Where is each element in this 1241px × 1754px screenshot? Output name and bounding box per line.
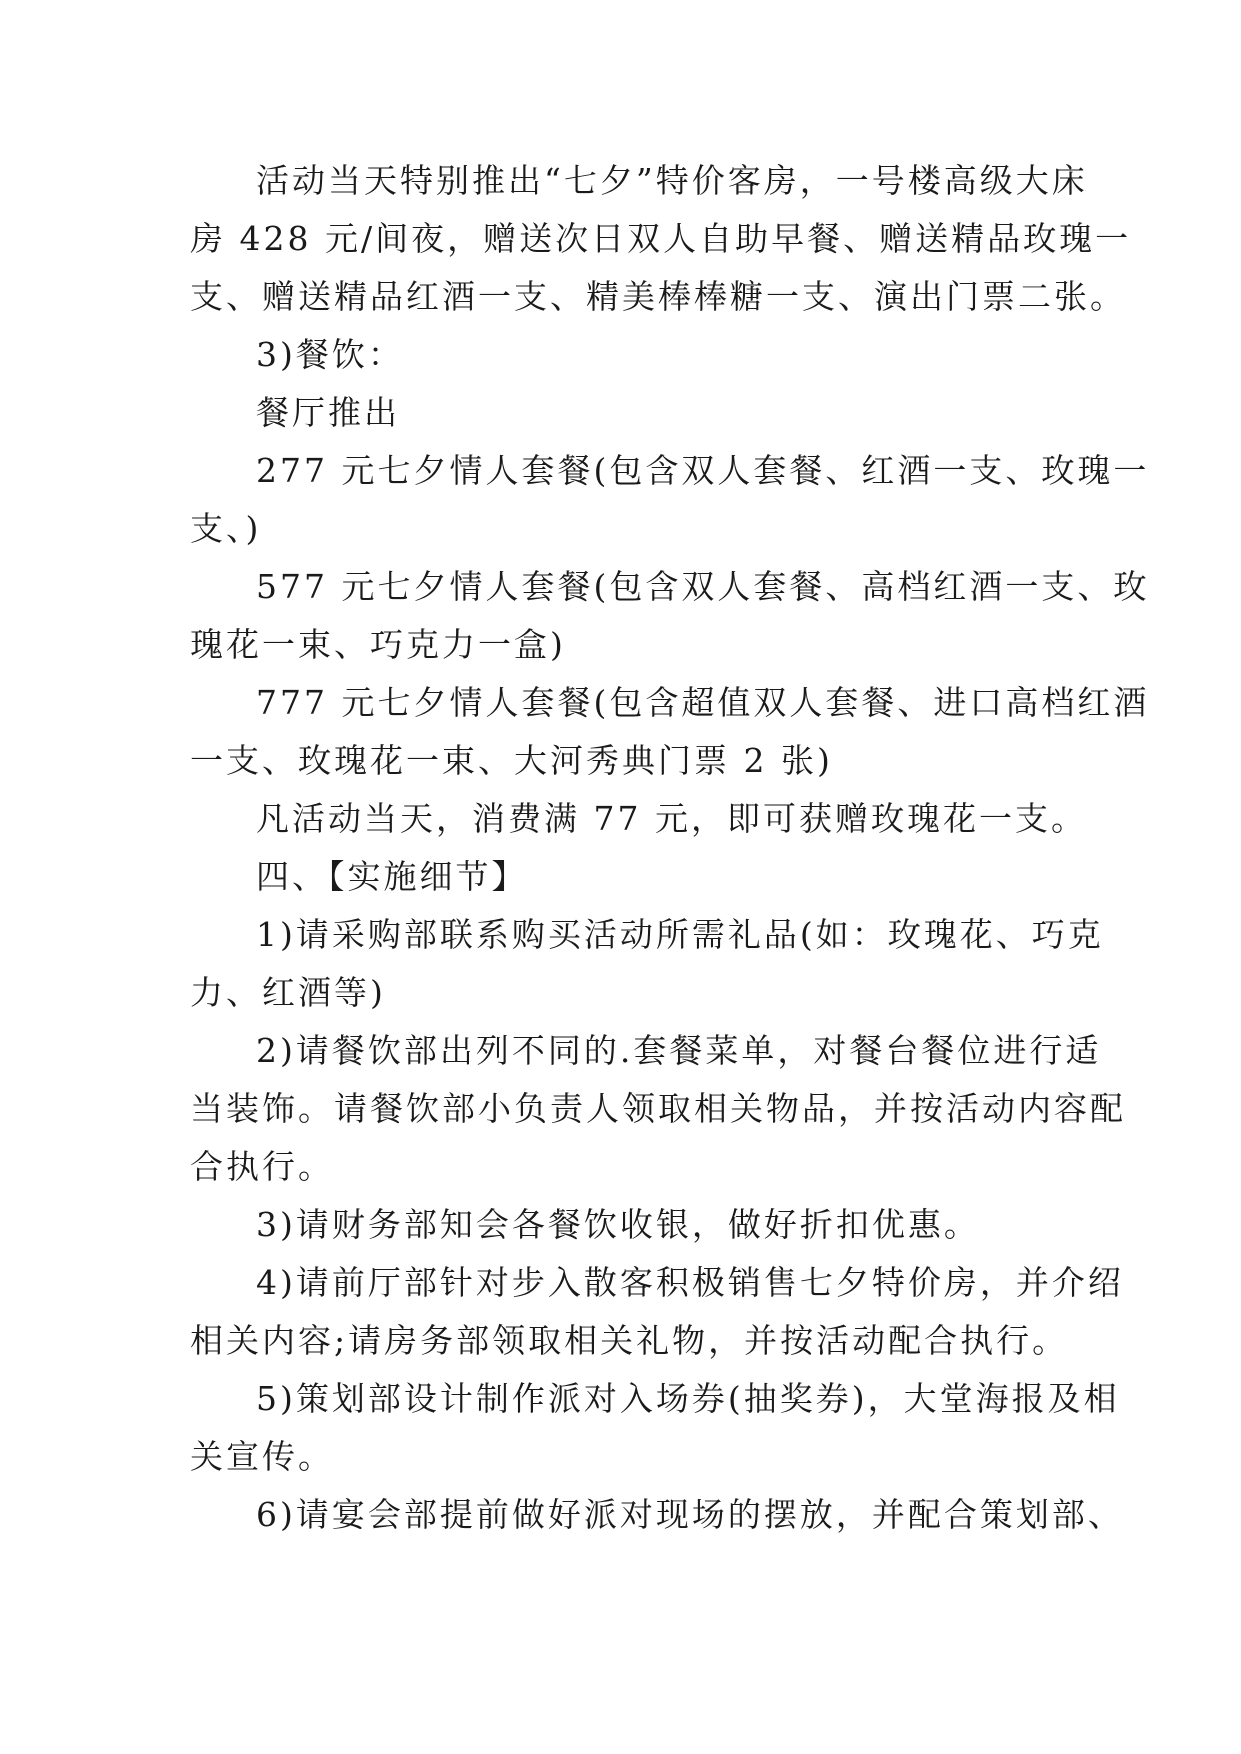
- text-line: 活动当天特别推出“七夕”特价客房，一号楼高级大床: [256, 161, 1088, 200]
- text-line: 关宣传。: [190, 1437, 334, 1476]
- text-line: 一支、玫瑰花一束、大河秀典门票 2 张): [190, 741, 833, 780]
- paragraph: [190, 674, 1150, 790]
- text-line: 6)请宴会部提前做好派对现场的摆放，并配合策划部、: [256, 1495, 1124, 1534]
- text-line: 3)餐饮：: [256, 335, 404, 374]
- text-line: 4)请前厅部针对步入散客积极销售七夕特价房，并介绍: [256, 1263, 1124, 1302]
- paragraph: [190, 790, 1087, 848]
- text-line: 5)策划部设计制作派对入场券(抽奖券)，大堂海报及相: [256, 1379, 1120, 1418]
- paragraph: [190, 906, 1104, 1022]
- paragraph: [190, 326, 1070, 384]
- paragraph: [190, 442, 1150, 558]
- paragraph: [190, 1370, 1120, 1486]
- paragraph: [190, 558, 1150, 674]
- text-line: 力、红酒等): [190, 973, 386, 1012]
- text-line: 2)请餐饮部出列不同的.套餐菜单，对餐台餐位进行适: [256, 1031, 1102, 1070]
- text-line: 支、): [190, 509, 262, 548]
- paragraph: [190, 1486, 1124, 1544]
- text-line: 577 元七夕情人套餐(包含双人套餐、高档红酒一支、玫: [256, 567, 1150, 606]
- text-line: 瑰花一束、巧克力一盒): [190, 625, 566, 664]
- text-line: 当装饰。请餐饮部小负责人领取相关物品，并按活动内容配: [190, 1089, 1126, 1128]
- paragraph: [190, 1196, 1070, 1254]
- paragraph: [190, 848, 1070, 906]
- text-line: 3)请财务部知会各餐饮收银，做好折扣优惠。: [256, 1205, 980, 1244]
- text-line: 277 元七夕情人套餐(包含双人套餐、红酒一支、玫瑰一: [256, 451, 1150, 490]
- text-line: 房 428 元/间夜，赠送次日双人自助早餐、赠送精品玫瑰一: [190, 219, 1132, 258]
- paragraph: [190, 1254, 1124, 1370]
- text-line: 777 元七夕情人套餐(包含超值双人套餐、进口高档红酒: [256, 683, 1150, 722]
- text-line: 四、【实施细节】: [256, 857, 528, 896]
- document-body: [190, 152, 1150, 1544]
- paragraph: [190, 384, 1070, 442]
- text-line: 1)请采购部联系购买活动所需礼品(如：玫瑰花、巧克: [256, 915, 1104, 954]
- text-line: 相关内容;请房务部领取相关礼物，并按活动配合执行。: [190, 1321, 1069, 1360]
- paragraph: [190, 152, 1132, 326]
- text-line: 合执行。: [190, 1147, 334, 1186]
- text-line: 凡活动当天，消费满 77 元，即可获赠玫瑰花一支。: [256, 799, 1087, 838]
- paragraph: [190, 1022, 1126, 1196]
- text-line: 支、赠送精品红酒一支、精美棒棒糖一支、演出门票二张。: [190, 277, 1126, 316]
- text-line: 餐厅推出: [256, 393, 400, 432]
